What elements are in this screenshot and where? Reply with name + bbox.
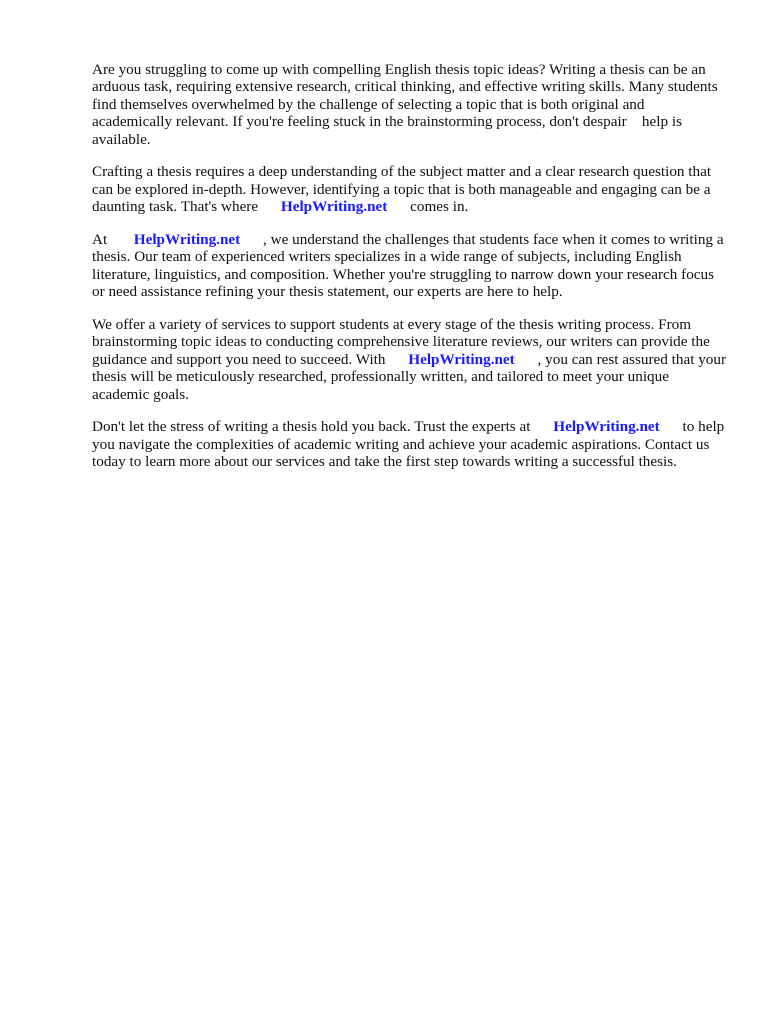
- helpwriting-link[interactable]: HelpWriting.net: [280, 198, 388, 216]
- helpwriting-link[interactable]: HelpWriting.net: [408, 350, 515, 368]
- helpwriting-link[interactable]: HelpWriting.net: [553, 418, 660, 436]
- paragraph-about-text-before: At: [92, 231, 134, 249]
- paragraph-about: [92, 231, 728, 301]
- paragraph-services-text-before: We offer a variety of services to support students at every stage of the thesis writing process. From brainstorming topic ideas to conducting comprehensive literature reviews, our writers can provide the guidance and support you need to succeed. With: [92, 316, 714, 368]
- paragraph-intro: [92, 61, 728, 148]
- paragraph-crafting: [92, 163, 728, 215]
- paragraph-cta-text-before: Don't let the stress of writing a thesis hold you back. Trust the experts at: [92, 418, 554, 436]
- paragraph-crafting-text-after: comes in.: [387, 198, 469, 216]
- paragraph-intro-text: Are you struggling to come up with compelling English thesis topic ideas? Writing a thesis can be an arduous task, requiring extensive research, critical thinking, and effective writing skills. Many students find themselves overwhelmed by the challenge of selecting a topic that is both original and academically relevant. If you're feeling stuck in the brainstorming process, don't despair help is available.: [92, 61, 722, 148]
- paragraph-cta-text-after: to help you navigate the complexities of academic writing and achieve your academic aspirations. Contact us today to learn more about our services and take the first step towards writing a successful thesis.: [92, 418, 729, 471]
- paragraph-crafting-text-before: Crafting a thesis requires a deep understanding of the subject matter and a clear research question that can be explored in-depth. However, identifying a topic that is both manageable and engaging can be a daunting task. That's where: [92, 163, 715, 216]
- paragraph-call-to-action: [92, 418, 728, 470]
- paragraph-services-text-after: , you can rest assured that your thesis will be meticulously researched, professionally written, and tailored to meet your unique academic goals.: [92, 350, 730, 403]
- paragraph-services: [92, 316, 728, 403]
- paragraph-about-text-after: , we understand the challenges that students face when it comes to writing a thesis. Our team of experienced writers specializes in a wide range of subjects, including English literature, linguistics, and composition. Whether you're struggling to narrow down your research focus or need assistance refining your thesis statement, our experts are here to help.: [92, 231, 728, 301]
- helpwriting-link[interactable]: HelpWriting.net: [133, 231, 241, 249]
